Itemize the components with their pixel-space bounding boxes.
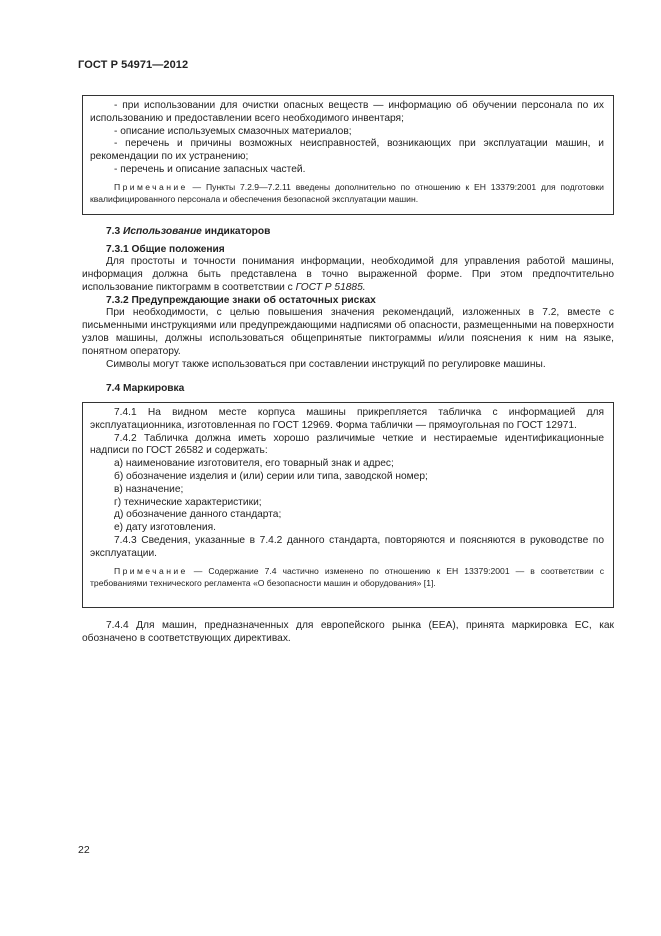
paragraph: 7.4.4 Для машин, предназначенных для европейского рынка (ЕЕА), принята маркировка ЕС, как обозначено в соответствующих директивах. xyxy=(82,620,614,644)
section-number: 7.3 xyxy=(106,226,123,237)
clause: 7.4.2 Табличка должна иметь хорошо различимые четкие и нестираемые идентификационные надписи по ГОСТ 26582 и содержать: xyxy=(90,432,604,457)
note-text: — Пункты 7.2.9—7.2.11 введены дополнительно по отношению к ЕН 13379:2001 для подготовки квалифицированного персонала и обеспечения безопасной эксплуатации машин. xyxy=(90,181,604,204)
page-number: 22 xyxy=(78,844,90,856)
bordered-insert-2 xyxy=(82,402,614,608)
list-item: б) обозначение изделия и (или) серии или типа, заводской номер; xyxy=(114,470,428,482)
note-label: Примечание xyxy=(114,181,188,192)
subsection-heading: 7.3.2 Предупреждающие знаки об остаточных рисках xyxy=(106,295,376,307)
list-item: д) обозначение данного стандарта; xyxy=(114,509,282,521)
list-item: - описание используемых смазочных материалов; xyxy=(114,125,352,137)
note xyxy=(90,181,604,205)
bordered-insert-1 xyxy=(82,95,614,215)
note-text: — Содержание 7.4 частично изменено по отношению к ЕН 13379:2001 — в соответствии с требованиями технического регламента «О безопасности машин и оборудования» [1]. xyxy=(90,565,604,588)
section-heading xyxy=(82,225,614,238)
paragraph: Символы могут также использоваться при составлении инструкций по регулировке машины. xyxy=(106,358,546,370)
list-item: - при использовании для очистки опасных веществ — информацию об обучении персонала по их использованию и предоставлении всего необходимого инвентаря; xyxy=(90,100,604,124)
clause-7-4-4 xyxy=(82,620,614,646)
subsection-heading: 7.3.1 Общие положения xyxy=(106,244,225,255)
clause: 7.4.3 Сведения, указанные в 7.4.2 данного стандарта, повторяются и поясняются в руководстве по эксплуатации. xyxy=(90,534,604,559)
section-title-italic: Использование xyxy=(123,226,202,237)
section-title-rest: индикаторов xyxy=(201,226,271,237)
document-header: ГОСТ Р 54971—2012 xyxy=(78,59,189,71)
list-item: - перечень и описание запасных частей. xyxy=(114,163,306,175)
standard-reference: ГОСТ Р 51885. xyxy=(295,281,366,293)
note xyxy=(90,565,604,589)
note-label: Примечание xyxy=(114,565,188,576)
paragraph-text: Для простоты и точности понимания информации, необходимой для управления работой машины, информация должна быть представлена в точно выраженной форме. При этом предпочтительно использование пиктограмм в соответствии с xyxy=(82,256,614,293)
list-item: - перечень и причины возможных неисправностей, возникающих при эксплуатации машин, и рекомендации по их устранению; xyxy=(90,138,604,163)
list-item: в) назначение; xyxy=(114,483,184,495)
paragraph xyxy=(82,256,614,294)
section-heading: 7.4 Маркировка xyxy=(106,383,185,395)
list-item: г) технические характеристики; xyxy=(114,496,262,508)
paragraph: При необходимости, с целью повышения значения рекомендаций, изложенных в 7.2, вместе с письменными инструкциями или предупреждающими надписями об опасности, размещенными на поверхности узлов машины, должны использоваться общепринятые пиктограммы и/или пояснения к ним на языке, понятном оператору. xyxy=(82,307,614,357)
list-item: а) наименование изготовителя, его товарный знак и адрес; xyxy=(114,458,394,470)
clause: 7.4.1 На видном месте корпуса машины прикрепляется табличка с информацией для эксплуатационника, изготовленная по ГОСТ 12969. Форма таблички — прямоугольная по ГОСТ 12971. xyxy=(90,407,604,431)
section-7-3 xyxy=(82,225,614,395)
list-item: е) дату изготовления. xyxy=(114,522,216,534)
